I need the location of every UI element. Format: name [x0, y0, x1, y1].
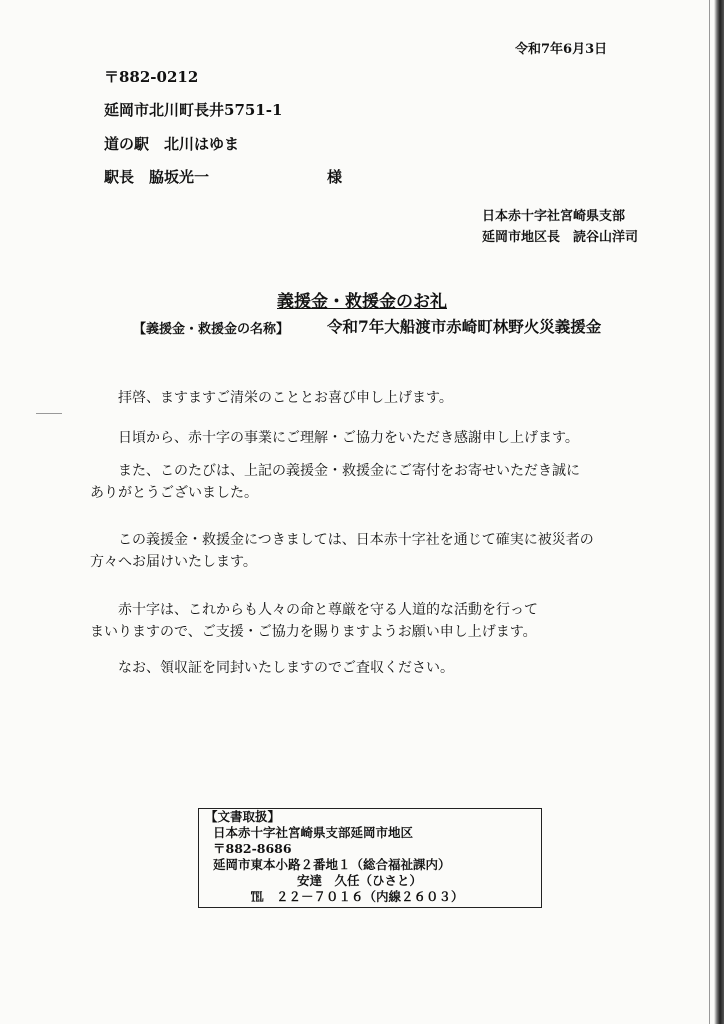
recipient-address: 延岡市北川町長井5751-1	[104, 101, 283, 119]
contact-tel: ℡ ２２－７０１６（内線２６０３）	[251, 889, 464, 904]
contact-box	[198, 808, 542, 908]
fund-name: 令和7年大船渡市赤崎町林野火災義援金	[327, 317, 602, 336]
paragraph-line: この義援金・救援金につきましては、日本赤十字社を通じて確実に被災者の	[118, 532, 594, 548]
paragraph-thanks-support	[118, 427, 579, 449]
paragraph-line: 方々へお届けいたします。	[90, 554, 257, 570]
contact-address: 延岡市東本小路２番地１（総合福祉課内）	[213, 857, 451, 872]
recipient-postal: 〒882-0212	[104, 68, 199, 86]
paragraph-line: ありがとうございました。	[90, 485, 258, 501]
paragraph-line: 拝啓、ますますご清栄のこととお喜び申し上げます。	[118, 390, 453, 406]
recipient-name: 駅長 脇坂光一	[104, 168, 210, 186]
paragraph-line: 日頃から、赤十字の事業にご理解・ご協力をいただき感謝申し上げます。	[118, 430, 579, 446]
contact-postal: 〒882-8686	[213, 841, 292, 856]
contact-org: 日本赤十字社宮崎県支部延岡市地区	[213, 825, 414, 840]
sender-line-2: 延岡市地区長 読谷山洋司	[482, 230, 639, 245]
letter-title: 義援金・救援金のお礼	[277, 292, 447, 312]
contact-person: 安達 久任（ひさと）	[297, 873, 423, 888]
fund-label: 【義援金・救援金の名称】	[133, 322, 290, 337]
punch-mark	[36, 413, 62, 414]
paragraph-greeting	[118, 387, 453, 409]
paragraph-humanitarian	[90, 599, 538, 643]
paragraph-receipt	[118, 657, 454, 679]
paragraph-delivery	[90, 529, 594, 573]
scan-edge-line	[709, 0, 710, 1024]
paragraph-line: また、このたびは、上記の義援金・救援金にご寄付をお寄せいただき誠に	[118, 463, 580, 479]
recipient-organization: 道の駅 北川はゆま	[104, 135, 240, 153]
letter-date: 令和7年6月3日	[515, 42, 608, 57]
paragraph-donation-thanks	[90, 460, 580, 504]
recipient-honorific: 様	[327, 168, 343, 186]
scan-edge-shadow	[714, 0, 724, 1024]
paragraph-line: まいりますので、ご支援・ご協力を賜りますようお願い申し上げます。	[90, 624, 537, 640]
paragraph-line: 赤十字は、これからも人々の命と尊厳を守る人道的な活動を行って	[118, 602, 538, 618]
paragraph-line: なお、領収証を同封いたしますのでご査収ください。	[118, 660, 454, 676]
sender-line-1: 日本赤十字社宮崎県支部	[482, 209, 626, 224]
contact-heading: 【文書取扱】	[205, 809, 281, 824]
